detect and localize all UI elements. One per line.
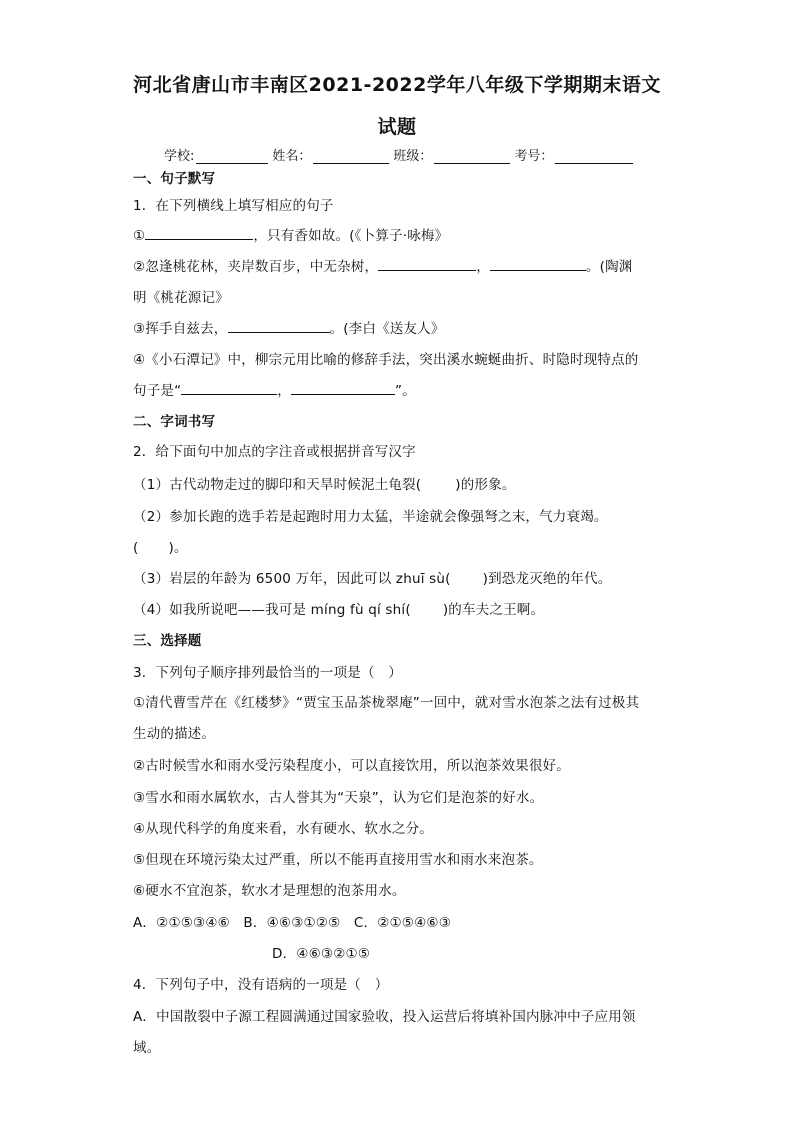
q2-item-2: （2）参加长跑的选手若是起跑时用力太猛，半途就会像强弩之末，气力衰竭。 (133, 509, 608, 525)
q3-sentence-1: ①清代曹雪芹在《红楼梦》“贾宝玉品茶栊翠庵”一回中，就对雪水泡茶之法有过极其 (133, 695, 640, 711)
answer-blank[interactable] (228, 318, 330, 333)
q3-sentence-1-cont: 生动的描述。 (133, 726, 216, 742)
q3-sentence-3: ③雪水和雨水属软水，古人誉其为“天泉”，认为它们是泡茶的好水。 (133, 790, 544, 806)
answer-blank[interactable] (291, 380, 395, 395)
q4-stem: 4．下列句子中，没有语病的一项是（ ） (133, 977, 389, 993)
q3-options-abc[interactable]: A．②①⑤③④⑥ B．④⑥③①②⑤ C．②①⑤④⑥③ (133, 915, 452, 931)
exam-no-field: 考号： (514, 145, 633, 164)
q2-item-4: （4）如我所说吧——我可是 míng fù qí shí( )的车夫之王啊。 (133, 602, 545, 618)
q3-sentence-2: ②古时候雪水和雨水受污染程度小，可以直接饮用，所以泡茶效果很好。 (133, 758, 571, 774)
school-blank[interactable] (196, 148, 268, 164)
name-blank[interactable] (313, 148, 389, 164)
page-title-line2: 试题 (377, 116, 417, 138)
q2-item-1: （1）古代动物走过的脚印和天旱时候泥土龟裂( )的形象。 (133, 477, 516, 493)
name-field: 姓名： (272, 145, 389, 164)
page-title: 河北省唐山市丰南区2021-2022学年八年级下学期期末语文 (133, 74, 661, 96)
exam-no-blank[interactable] (555, 148, 633, 164)
q4-option-a[interactable]: A．中国散裂中子源工程圆满通过国家验收，投入运营后将填补国内脉冲中子应用领 (133, 1009, 636, 1025)
answer-blank[interactable] (181, 380, 277, 395)
section-heading-3: 三、选择题 (133, 633, 202, 649)
q2-item-3: （3）岩层的年龄为 6500 万年，因此可以 zhuī sù( )到恐龙灭绝的年代。 (133, 571, 612, 587)
q3-option-d[interactable]: D．④⑥③②①⑤ (272, 946, 371, 962)
q2-stem: 2．给下面句中加点的字注音或根据拼音写汉字 (133, 444, 416, 460)
q2-item-2-cont: ( )。 (133, 540, 188, 556)
q1-item-a: ① ，只有香如故。(《卜算子·咏梅》 (133, 224, 448, 244)
section-heading-2: 二、字词书写 (133, 414, 216, 430)
class-field: 班级： (393, 145, 510, 164)
q1-item-c: ③挥手自兹去， 。(李白《送友人》 (133, 317, 445, 337)
q3-sentence-5: ⑤但现在环境污染太过严重，所以不能再直接用雪水和雨水来泡茶。 (133, 852, 543, 868)
q1-item-d-cont: 句子是“ ， ”。 (133, 379, 416, 399)
section-heading-1: 一、句子默写 (133, 171, 216, 187)
school-field: 学校: (164, 145, 268, 164)
q3-stem: 3．下列句子顺序排列最恰当的一项是（ ） (133, 665, 403, 681)
q1-item-b-cont: 明《桃花源记》 (133, 290, 229, 306)
answer-blank[interactable] (145, 225, 253, 240)
student-info-row (164, 145, 637, 164)
q4-option-a-cont: 域。 (133, 1040, 161, 1056)
q3-sentence-6: ⑥硬水不宜泡茶，软水才是理想的泡茶用水。 (133, 883, 406, 899)
q3-sentence-4: ④从现代科学的角度来看，水有硬水、软水之分。 (133, 821, 434, 837)
answer-blank[interactable] (490, 256, 586, 271)
q1-item-b: ②忽逢桃花林，夹岸数百步，中无杂树， ， 。(陶渊 (133, 255, 632, 275)
answer-blank[interactable] (378, 256, 476, 271)
class-blank[interactable] (434, 148, 510, 164)
q1-item-d: ④《小石潭记》中，柳宗元用比喻的修辞手法，突出溪水蜿蜒曲折、时隐时现特点的 (133, 352, 639, 368)
q1-stem: 1．在下列横线上填写相应的句子 (133, 198, 334, 214)
